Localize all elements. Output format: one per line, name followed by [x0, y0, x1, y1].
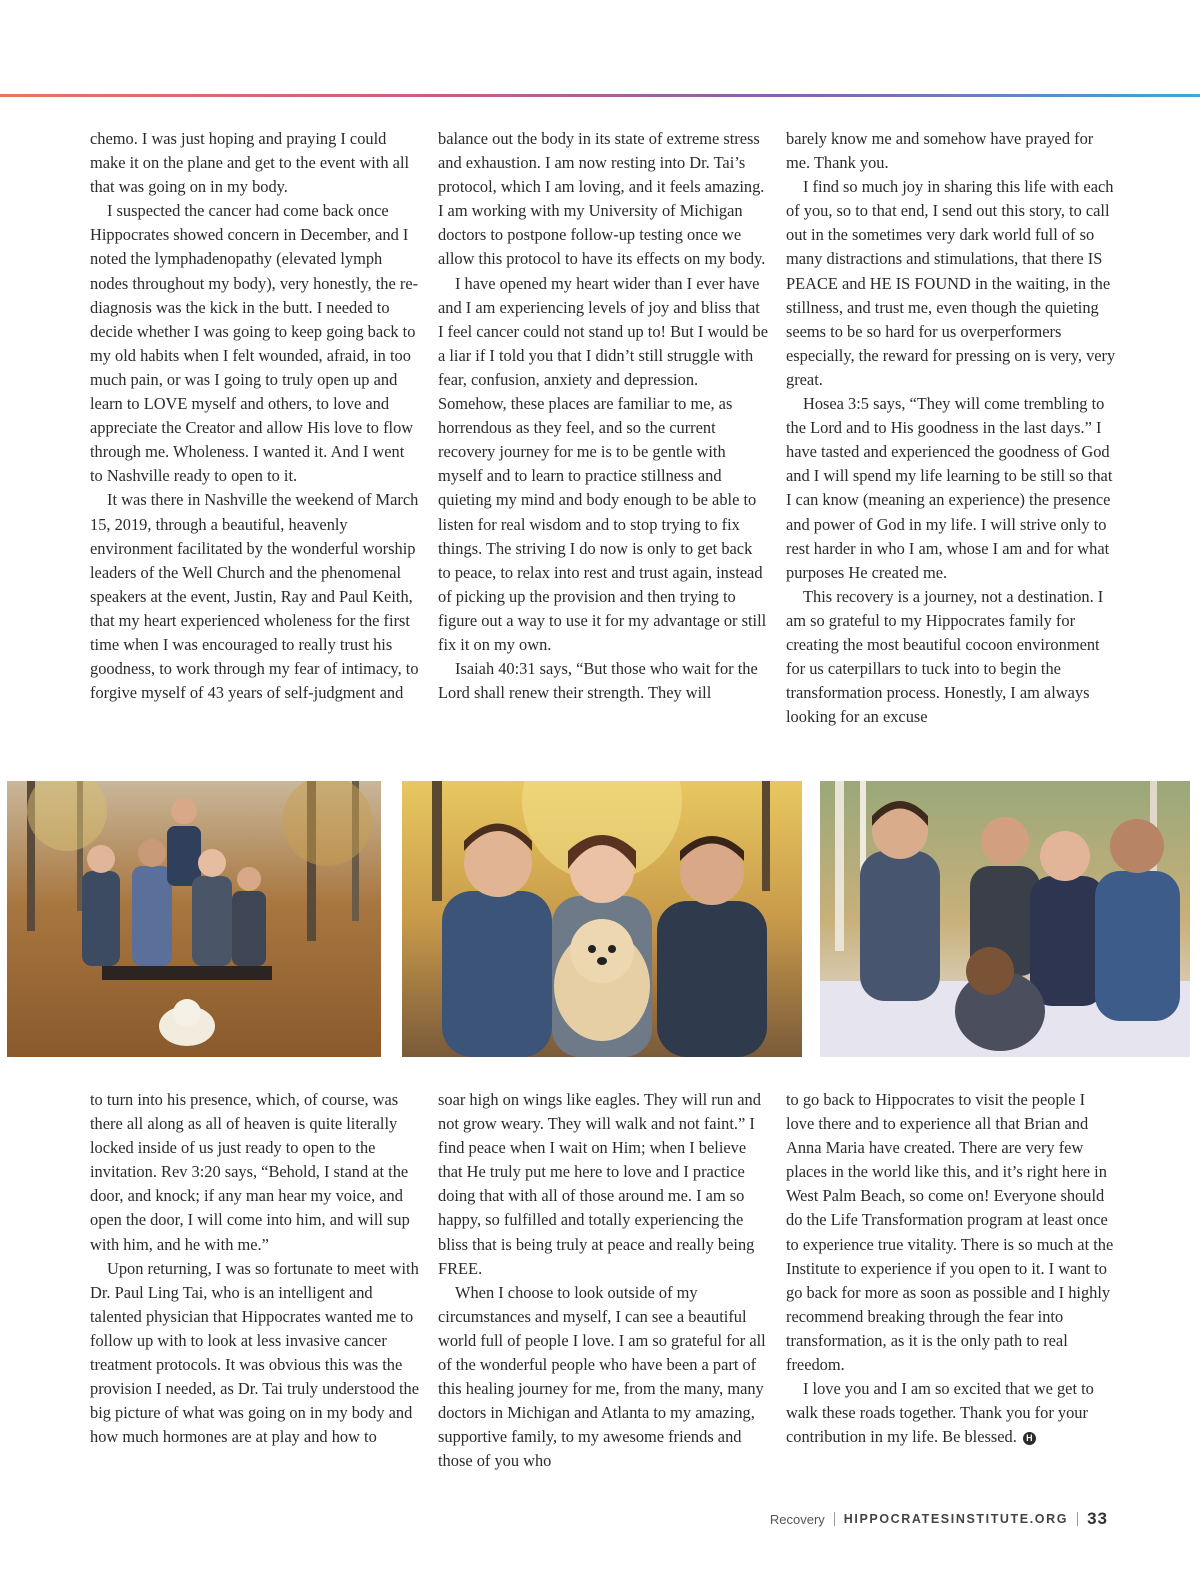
section-name: Recovery — [769, 1511, 825, 1527]
page-number: 33 — [1087, 1509, 1108, 1528]
top-gradient-rule — [0, 94, 1200, 97]
paragraph: Upon returning, I was so fortunate to meet with Dr. Paul Ling Tai, who is an intelligent and talented physician that Hippocrates wanted me to follow up with to look at less invasive cancer treatment protocols. It was obvious this was the provision I needed, as Dr. Tai truly understood the big picture of what was going on in my body and how much hormones are at play and how to — [90, 1258, 420, 1447]
article-column-2-upper — [438, 127, 768, 705]
article-column-1-lower — [90, 1088, 420, 1449]
paragraph: soar high on wings like eagles. They will run and not grow weary. They will walk and not faint.” I find peace when I wait on Him; when I believe that He truly put me here to love and I practice doing that with all of those around me. I am so happy, so fulfilled and totally experiencing the bliss that is being truly at peace and really being FREE. — [438, 1090, 761, 1278]
closing-text: I love you and I am so excited that we get to walk these roads together. Thank you for your contribution in my life. Be blessed. — [786, 1379, 1094, 1447]
footer-divider — [834, 1512, 835, 1526]
paragraph: When I choose to look outside of my circumstances and myself, I can see a beautiful world full of people I love. I am so grateful for all of the wonderful people who have been a part of this healing journey for me, from the many, many doctors in Michigan and Atlanta to my amazing, supportive family, to my awesome friends and those of you who — [438, 1282, 766, 1471]
closing-paragraph — [786, 1377, 1116, 1449]
paragraph: I have opened my heart wider than I ever have and I am experiencing levels of joy and bliss that I feel cancer could not stand up to! But I would be a liar if I told you that I didn’t still struggle with fear, confusion, anxiety and depression. Somehow, these places are familiar to me, as horrendous as they feel, and so the current recovery journey for me is to be gentle with myself and to learn to practice stillness and quieting my mind and body enough to be able to listen for real wisdom and to stop trying to fix things. The striving I do now is only to get back to peace, to relax into rest and trust again, instead of picking up the provision and then trying to figure out a way to use it for my advantage or still fix it on my own. — [438, 273, 768, 654]
article-column-3-upper — [786, 127, 1116, 729]
footer-divider — [1077, 1512, 1078, 1526]
kids-with-dog-photo — [402, 781, 802, 1057]
paragraph: Isaiah 40:31 says, “But those who wait for the Lord shall renew their strength. They will — [438, 659, 758, 703]
site-url: HIPPOCRATESINSTITUTE.ORG — [843, 1512, 1069, 1526]
paragraph: balance out the body in its state of extreme stress and exhaustion. I am now resting into Dr. Tai’s protocol, which I am loving, and it feels amazing. I am working with my University of Michigan doctors to postpone follow-up testing once we allow this protocol to have its effects on my body. — [438, 129, 766, 269]
paragraph: barely know me and somehow have prayed for me. Thank you. — [786, 129, 1094, 173]
hippocrates-end-mark-icon: H — [1023, 1432, 1036, 1445]
paragraph: Hosea 3:5 says, “They will come trembling to the Lord and to His goodness in the last days.” I have tasted and experienced the goodness of God and I will spend my life learning to be still so that I can know (meaning an experience) the presence and power of God in my life. I will strive only to rest harder in who I am, whose I am and for what purposes He created me. — [786, 394, 1113, 582]
family-photo-bench — [7, 781, 381, 1057]
paragraph: This recovery is a journey, not a destination. I am so grateful to my Hippocrates family for creating the most beautiful cocoon environment for us caterpillars to tuck into to begin the transformation process. Honestly, I am always looking for an excuse — [786, 586, 1104, 727]
article-column-2-lower — [438, 1088, 768, 1474]
paragraph: to turn into his presence, which, of course, was there all along as all of heaven is quite literally locked inside of us just ready to open to the invitation. Rev 3:20 says, “Behold, I stand at the door, and knock; if any man hear my voice, and open the door, I will come into him, and will sup with him, and he with me.” — [90, 1090, 410, 1254]
page-footer — [770, 1506, 1108, 1532]
paragraph: I suspected the cancer had come back once Hippocrates showed concern in December, and I noted the lymphadenopathy (elevated lymph nodes throughout my body), very honestly, the re-diagnosis was the kick in the butt. I needed to decide whether I was going to keep going back to my old habits when I felt wounded, afraid, in too much pain, or was I going to truly open up and learn to LOVE myself and others, to love and appreciate the Creator and allow His love to flow through me. Wholeness. I wanted it. And I went to Nashville ready to open to it. — [90, 201, 419, 486]
paragraph: I find so much joy in sharing this life with each of you, so to that end, I send out this story, to call out in the sometimes very dark world full of so many distractions and stimulations, that there IS PEACE and HE IS FOUND in the waiting, in the stillness, and trust me, even though the quieting seems to be so hard for us overperformers especially, the reward for pressing on is very, very great. — [786, 177, 1116, 389]
article-column-3-lower — [786, 1088, 1116, 1449]
paragraph: It was there in Nashville the weekend of March 15, 2019, through a beautiful, heavenly environment facilitated by the wonderful worship leaders of the Well Church and the phenomenal speakers at the event, Justin, Ray and Paul Keith, that my heart experienced wholeness for the first time when I was encouraged to really trust his goodness, to work through my fear of intimacy, to forgive myself of 43 years of self-judgment and — [90, 490, 419, 703]
paragraph: to go back to Hippocrates to visit the people I love there and to experience all that Brian and Anna Maria have created. There are very few places in the world like this, and it’s right here in West Palm Beach, so come on! Everyone should do the Life Transformation program at least once to experience true vitality. There is so much at the Institute to experience if you open to it. I want to go back for more as soon as possible and I highly recommend breaking through the fear into transformation, as it is the only path to real freedom. — [786, 1090, 1114, 1375]
article-column-1-upper — [90, 127, 420, 705]
paragraph: chemo. I was just hoping and praying I could make it on the plane and get to the event with all that was going on in my body. — [90, 129, 410, 197]
family-photo-seated — [820, 781, 1190, 1057]
